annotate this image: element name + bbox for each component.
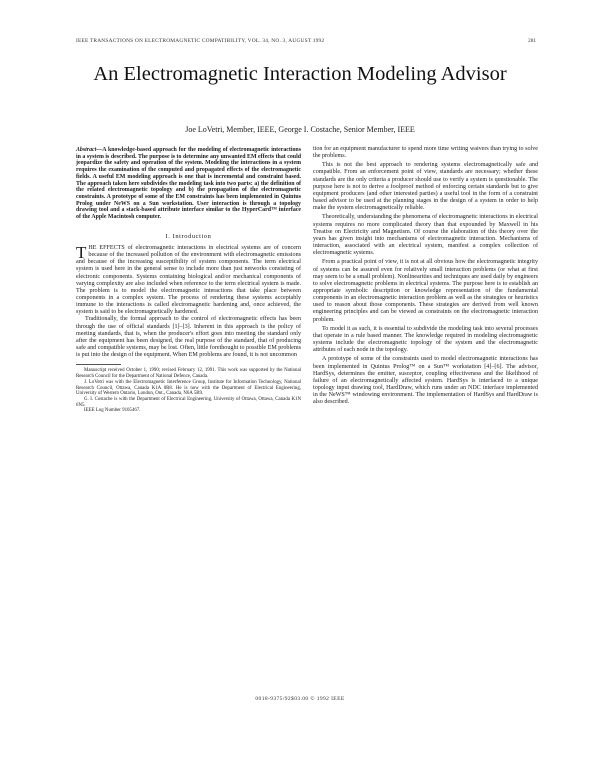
intro-paragraph-1-text: HE EFFECTS of electromagnetic interactions in electrical systems are of concern because of the increased pollution of the environment with electromagnetic emissions and because of the increasing susceptibility of system components. The term electrical system is used here in the general sense to include more than just networks consisting of electronic components. Systems containing biological and/or mechanical components of varying complexity are also included when reference to the term electrical system is made. The problem is to model the electromagnetic interactions that take place between components in a complex system. The process of rendering these systems acceptably immune to the interactions is called electromagnetic hardening and, once achieved, the system is said to be electromagnetically hardened. [76,244,301,316]
footnote-author-costache: G. I. Costache is with the Department of Electrical Engineering, University of Ottawa, Ottawa, Canada K1N 6N5. [76,396,301,408]
left-column [76,147,301,414]
right-column [313,146,538,406]
footnote-manuscript: Manuscript received October 1, 1990; revised February 12, 1991. This work was supported by the National Research Council for the Department of National Defence, Canada. [76,368,301,380]
page-number: 281 [528,38,537,44]
paper-title: An Electromagnetic Interaction Modeling Advisor [93,63,507,85]
footnote-ieee-log: IEEE Log Number 9105467. [84,408,141,414]
author-line: Joe LoVetri, Member, IEEE, George I. Costache, Senior Member, IEEE [185,125,415,134]
intro-paragraph-2: Traditionally, the formal approach to the control of electromagnetic effects has been through the use of official standards [1]–[3]. Inherent in this approach is the policy of meeting standards, that is, when the producer's effort goes into meeting the standard only after the equipment has been designed, the real purpose of the standard, that of producing safe and compatible systems, may be lost. Often, little forethought to possible EM problems is put into the design of the equipment. When EM problems are found, it is not uncommon [76,316,301,359]
right-paragraph-1: tion for an equipment manufacturer to spend more time writing waivers than trying to solve the problems. [313,146,538,160]
running-head: IEEE TRANSACTIONS ON ELECTROMAGNETIC COMPATIBILITY, VOL. 34, NO. 3, AUGUST 1992 [76,38,325,44]
section-heading-introduction: I. Introduction [165,232,212,240]
copyright-footer: 0018-9375/92$03.00 © 1992 IEEE [255,696,345,702]
intro-paragraph-1 [76,242,301,317]
right-paragraph-6: A prototype of some of the constraints used to model electromagnetic interactions has been implemented in Quintus Prolog™ on a Sun™ workstation [4]–[6]. The advisor, HardSys, determines the emitter, susceptor, coupling effectiveness and the likelihood of failure of an electromagnetically affected system. HardSys is interfaced to a unique topology input drawing tool, HardDraw, which runs under an NDC interface implemented in the NeWS™ windowing environment. The implementation of HardSys and HardDraw is also described. [313,356,538,406]
right-paragraph-2: This is not the best approach to rendering systems electromagnetically safe and compatible. From an enforcement point of view, standards are necessary; whether these standards are the only criteria a producer should use to verify a system is questionable. The purpose here is not to derive a foolproof method of enforcing certain standards but to give equipment producers (and other interested parties) a useful tool in the form of a constraint based advisor to be used at the planning stages in the design of a system in order to help make the system electromagnetically reliable. [313,162,538,212]
right-paragraph-3: Theoretically, understanding the phenomena of electromagnetic interactions in electrical systems requires no more complicated theory than that expounded by Maxwell in his Treatise on Electricity and Magnetism. Of course the elaboration of this theory over the years has given insight into mechanisms of electromagnetic interaction. Mechanisms of interaction, associated with an electrical system, manifest a complex collection of electromagnetic systems. [313,214,538,257]
abstract-lead: Abstract [76,147,97,153]
right-paragraph-5: To model it as such, it is essential to subdivide the modeling task into several processes that operate in a rule based manner. The knowledge required in modeling electromagnetic systems include the electromagnetic topology of the system and the electromagnetic attributes of each node in the topology. [313,325,538,354]
right-paragraph-4: From a practical point of view, it is not at all obvious how the electromagnetic integrity of systems can be assured even for relatively small interaction problems (or what at first may seem to be a small problem). Nonlinearities and techniques are used daily by engineers to solve electromagnetic problems in electrical systems. The purpose here is to establish an appropriate symbolic description or knowledge representation of the fundamental components in an electromagnetic interaction problem as well as the strategies or heuristics used to reason about those components. These strategies are derived from well known engineering principles and can be viewed as constraints on the electromagnetic interaction problem. [313,259,538,323]
drop-cap: T [76,242,87,262]
abstract [76,147,301,221]
abstract-text: —A knowledge-based approach for the modeling of electromagnetic interactions in a system is described. The purpose is to determine any unwanted EM effects that could jeopardize the safety and operation of the system. Modeling the interactions in a system requires the examination of the computed and propagated effects of the electromagnetic fields. A useful EM modeling approach is one that is incremental and constraint based. The approach taken here subdivides the modeling task into two parts: a) the definition of the related electromagnetic topology and b) the propagation of the electromagnetic constraints. A prototype of some of the EM constraints has been implemented in Quintus Prolog under NeWS on a Sun workstation. User interaction is through a topology drawing tool and a stack-based attribute interface similar to the HyperCard™ interface of the Apple Macintosh computer. [76,147,301,221]
footnote-author-lovetri: J. LoVetri was with the Electromagnetic Interference Group, Institute for Information Technology, National Research Council, Ottawa, Canada K1A 0R8. He is now with the Department of Electrical Engineering, University of Western Ontario, London, Ont., Canada, N6A 5B9. [76,379,301,397]
footnote-rule [76,364,121,365]
